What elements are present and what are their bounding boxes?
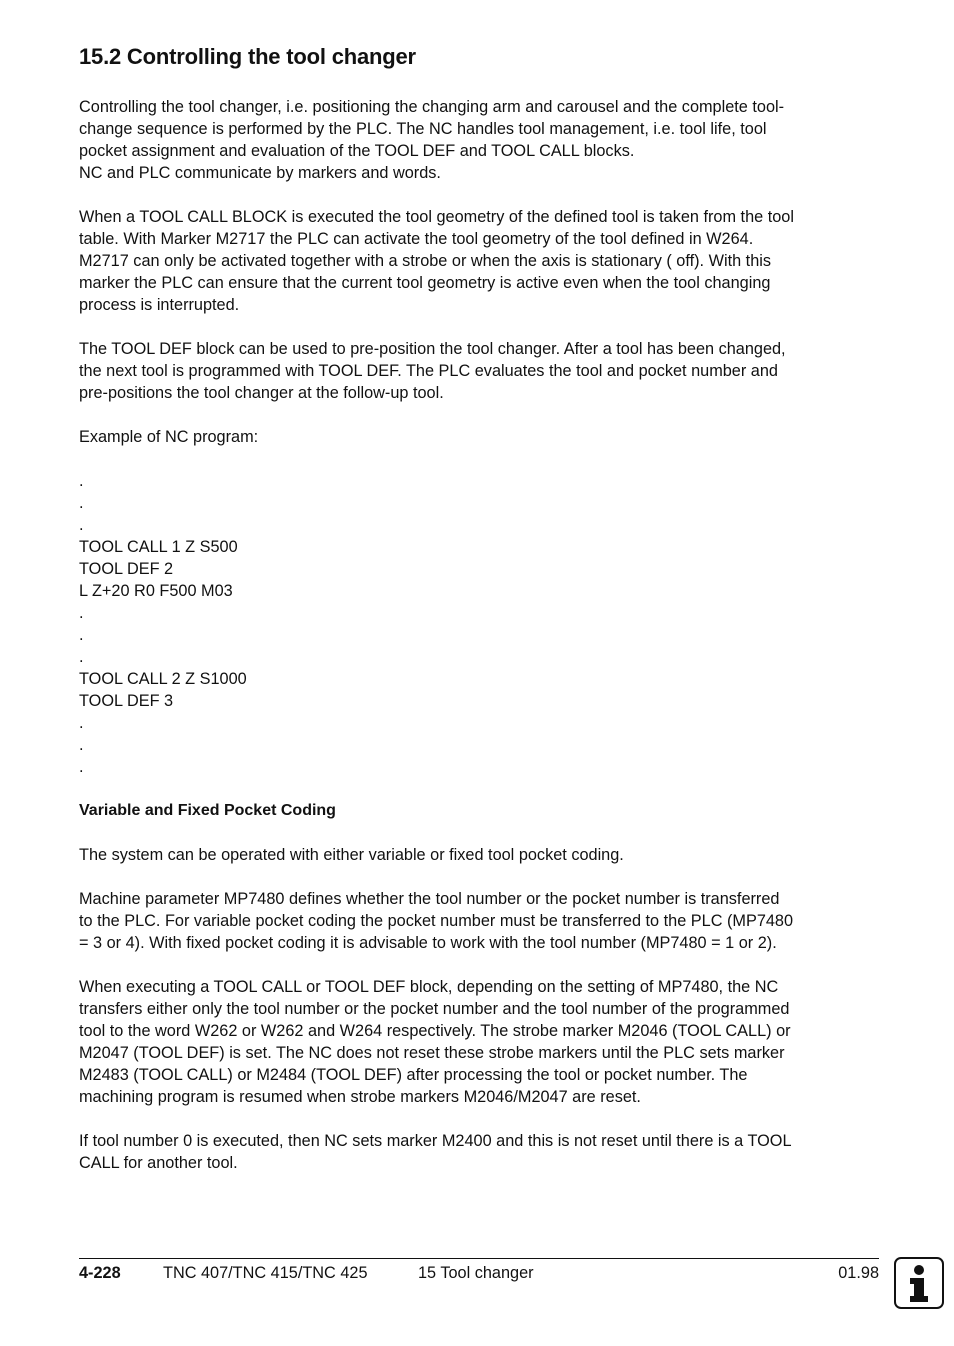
text-line: CALL for another tool. (79, 1154, 238, 1172)
page-footer (79, 1258, 879, 1282)
text-line: M2483 (TOOL CALL) or M2484 (TOOL DEF) after processing the tool or pocket number. The (79, 1066, 748, 1084)
paragraph-tool-call (79, 206, 879, 316)
text-line: When executing a TOOL CALL or TOOL DEF block, depending on the setting of MP7480, the NC (79, 978, 779, 996)
text-line: table. With Marker M2717 the PLC can activate the tool geometry of the tool defined in W264. (79, 230, 754, 248)
code-line: . (79, 604, 84, 622)
body-text (79, 96, 879, 1196)
text-line: machining program is resumed when strobe markers M2046/M2047 are reset. (79, 1088, 641, 1106)
text-line: M2717 can only be activated together with a strobe or when the axis is stationary ( off). With this (79, 252, 772, 270)
text-line: to the PLC. For variable pocket coding the pocket number must be transferred to the PLC (MP7480 (79, 912, 794, 930)
text-line: tool to the word W262 or W262 and W264 respectively. The strobe marker M2046 (TOOL CALL) or (79, 1022, 791, 1040)
text-line: pocket assignment and evaluation of the TOOL DEF and TOOL CALL blocks. (79, 142, 635, 160)
footer-chapter: 15 Tool changer (418, 1264, 534, 1282)
code-line: . (79, 736, 84, 754)
paragraph-mp7480 (79, 888, 879, 954)
text-line: Example of NC program: (79, 428, 259, 446)
text-line: The system can be operated with either variable or fixed tool pocket coding. (79, 846, 624, 864)
code-line: TOOL DEF 2 (79, 560, 174, 578)
paragraph-intro (79, 96, 879, 184)
text-line: transfers either only the tool number or the pocket number and the tool number of the programmed (79, 1000, 790, 1018)
page-title: 15.2 Controlling the tool changer (79, 44, 416, 69)
paragraph-example-label (79, 426, 879, 448)
text-line: process is interrupted. (79, 296, 240, 314)
text-line: pre-positions the tool changer at the follow-up tool. (79, 384, 444, 402)
text-line: The TOOL DEF block can be used to pre-position the tool changer. After a tool has been changed, (79, 340, 786, 358)
text-line: NC and PLC communicate by markers and words. (79, 164, 441, 182)
footer-model: TNC 407/TNC 415/TNC 425 (163, 1264, 368, 1282)
code-line: . (79, 626, 84, 644)
paragraph-strobe (79, 976, 879, 1108)
text-line: When a TOOL CALL BLOCK is executed the tool geometry of the defined tool is taken from the tool (79, 208, 794, 226)
info-icon (894, 1257, 944, 1309)
footer-date: 01.98 (838, 1264, 879, 1282)
code-line: . (79, 494, 84, 512)
section-subheading: Variable and Fixed Pocket Coding (79, 802, 336, 819)
code-line: . (79, 516, 84, 534)
code-line: . (79, 714, 84, 732)
text-line: the next tool is programmed with TOOL DEF. The PLC evaluates the tool and pocket number and (79, 362, 778, 380)
info-icon-glyph (896, 1259, 942, 1307)
text-line: change sequence is performed by the PLC. The NC handles tool management, i.e. tool life, tool (79, 120, 767, 138)
code-line: . (79, 648, 84, 666)
code-line: TOOL CALL 1 Z S500 (79, 538, 238, 556)
text-line: marker the PLC can ensure that the current tool geometry is active even when the tool changing (79, 274, 771, 292)
paragraph-coding-intro (79, 844, 879, 866)
paragraph-tool-def (79, 338, 879, 404)
code-line: . (79, 472, 84, 490)
code-line: TOOL CALL 2 Z S1000 (79, 670, 247, 688)
text-line: Controlling the tool changer, i.e. positioning the changing arm and carousel and the complete tool- (79, 98, 785, 116)
code-line: TOOL DEF 3 (79, 692, 174, 710)
code-line: L Z+20 R0 F500 M03 (79, 582, 233, 600)
text-line: Machine parameter MP7480 defines whether the tool number or the pocket number is transferred (79, 890, 780, 908)
paragraph-tool-zero (79, 1130, 879, 1174)
nc-program-example (79, 470, 879, 778)
page-number: 4-228 (79, 1264, 121, 1282)
text-line: = 3 or 4). With fixed pocket coding it is advisable to work with the tool number (MP7480 = 1 or 2). (79, 934, 777, 952)
text-line: If tool number 0 is executed, then NC sets marker M2400 and this is not reset until there is a TOOL (79, 1132, 792, 1150)
code-line: . (79, 758, 84, 776)
text-line: M2047 (TOOL DEF) is set. The NC does not reset these strobe markers until the PLC sets marker (79, 1044, 785, 1062)
